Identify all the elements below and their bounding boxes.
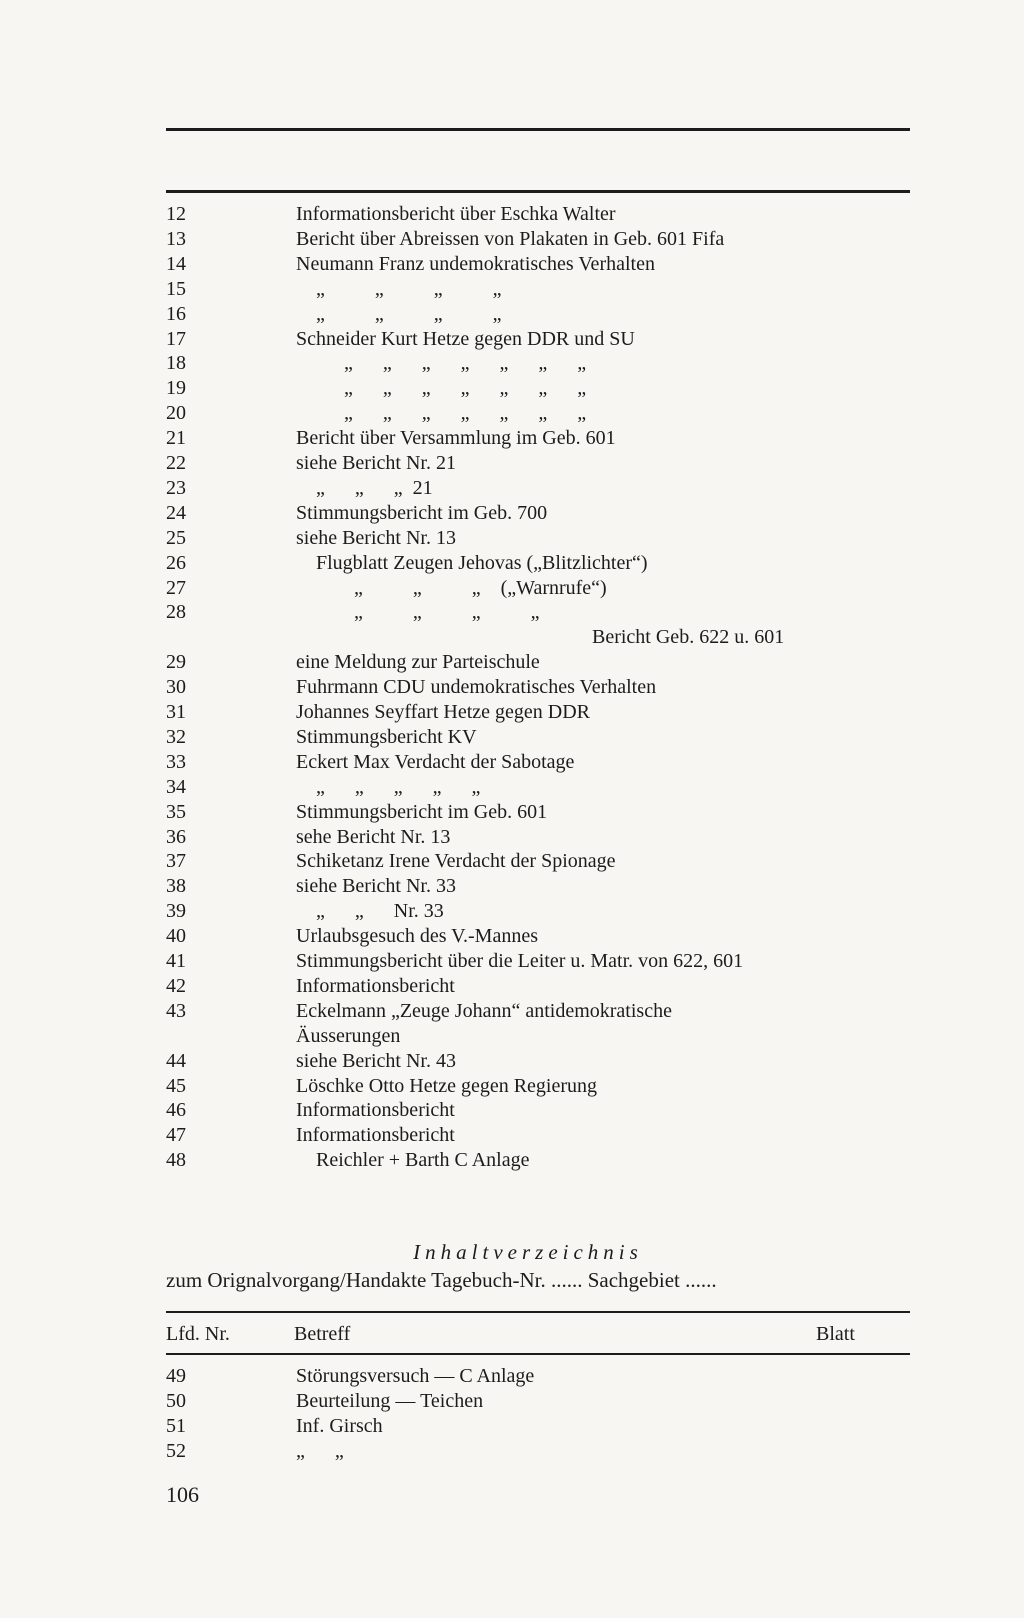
entry-subject: Stimmungsbericht über die Leiter u. Matr. von 622, 601 [296, 950, 744, 972]
entry-number: 20 [166, 402, 186, 425]
entry-subject: Bericht über Versammlung im Geb. 601 [296, 427, 616, 450]
list-item [0, 1147, 1024, 1173]
entry-subject: Schiketanz Irene Verdacht der Spionage [296, 850, 616, 873]
list-item [0, 948, 1024, 974]
entry-number: 45 [166, 1074, 186, 1097]
entry-number: 42 [166, 974, 186, 997]
list-item [0, 500, 1024, 526]
entry-number: 19 [166, 377, 186, 400]
list-item [0, 350, 1024, 376]
entry-subject: Fuhrmann CDU undemokratisches Verhalten [296, 676, 657, 699]
list-item [0, 848, 1024, 874]
entry-number: 50 [166, 1389, 186, 1412]
list-item [0, 276, 1024, 302]
entry-number: 21 [166, 427, 186, 450]
entry-subject: „ „ „ „ [316, 302, 502, 325]
entry-number: 27 [166, 576, 186, 599]
column-header-nr: Lfd. Nr. [166, 1323, 230, 1345]
entry-subject: Beurteilung — Teichen [296, 1389, 484, 1412]
list-item [0, 1097, 1024, 1123]
entry-number: 23 [166, 476, 186, 499]
list-item [0, 550, 1024, 576]
entry-number: 47 [166, 1124, 186, 1147]
entry-number: 29 [166, 651, 186, 674]
column-header-betreff: Betreff [294, 1323, 351, 1345]
entry-subject: „ „ Nr. 33 [316, 900, 444, 923]
entry-subject: Stimmungsbericht im Geb. 601 [296, 800, 548, 823]
entry-subject: Informationsbericht [296, 1124, 455, 1147]
entry-number: 30 [166, 676, 186, 699]
list-item [0, 450, 1024, 476]
list-item [0, 1048, 1024, 1074]
entry-number: 14 [166, 252, 186, 275]
entry-subject: Äusserungen [296, 1024, 401, 1047]
entry-subject: „ „ „ „ [354, 601, 540, 624]
entry-number: 15 [166, 277, 186, 300]
list-item [0, 226, 1024, 252]
entry-subject: Neumann Franz undemokratisches Verhalten [296, 252, 655, 275]
list-item [0, 774, 1024, 800]
entry-number: 41 [166, 950, 186, 972]
column-header-bottom-rule [166, 1353, 910, 1355]
entry-number: 43 [166, 999, 186, 1022]
list-item [0, 1413, 1024, 1439]
entry-number: 13 [166, 227, 186, 250]
entry-subject: „ „ „ „ „ „ „ [344, 352, 587, 375]
entry-subject: siehe Bericht Nr. 33 [296, 875, 456, 898]
list-item [0, 649, 1024, 675]
list-item [0, 375, 1024, 401]
entry-subject: Stimmungsbericht KV [296, 725, 477, 748]
entry-subject: Bericht Geb. 622 u. 601 [592, 626, 785, 649]
entry-subject: „ „ „ „ „ [316, 775, 481, 798]
entry-subject: Löschke Otto Hetze gegen Regierung [296, 1074, 598, 1097]
list-item [0, 624, 1024, 650]
entry-number: 24 [166, 501, 186, 524]
entry-subject: „ „ [296, 1439, 344, 1462]
entry-number: 38 [166, 875, 186, 898]
entry-subject: „ „ „ „ [316, 277, 502, 300]
entry-number: 12 [166, 203, 186, 225]
column-header-blatt: Blatt [816, 1323, 855, 1345]
entry-subject: „ „ „ „ „ „ „ [344, 377, 587, 400]
entry-number: 36 [166, 825, 186, 848]
entry-number: 39 [166, 900, 186, 923]
list-item [0, 1122, 1024, 1148]
entry-number: 46 [166, 1099, 186, 1122]
list-item [0, 400, 1024, 426]
list-item [0, 873, 1024, 899]
entry-number: 44 [166, 1049, 186, 1072]
column-header-top-rule [166, 1311, 910, 1313]
list-item [0, 998, 1024, 1024]
entry-number: 31 [166, 701, 186, 723]
entry-number: 17 [166, 327, 186, 350]
entry-subject: Schneider Kurt Hetze gegen DDR und SU [296, 327, 635, 350]
list-item [0, 1363, 1024, 1389]
entry-subject: Eckelmann „Zeuge Johann“ antidemokratische [296, 999, 672, 1022]
list-item [0, 674, 1024, 700]
entry-subject: Urlaubsgesuch des V.-Mannes [296, 925, 539, 948]
entry-subject: eine Meldung zur Parteischule [296, 651, 540, 674]
entry-subject: Flugblatt Zeugen Jehovas („Blitzlichter“) [316, 551, 648, 574]
entry-number: 37 [166, 850, 186, 873]
entry-number: 51 [166, 1414, 186, 1437]
list-item [0, 699, 1024, 725]
entry-number: 48 [166, 1149, 186, 1172]
entry-number: 40 [166, 925, 186, 948]
entry-subject: sehe Bericht Nr. 13 [296, 825, 451, 848]
section-heading: Inhaltverzeichnis [413, 1240, 643, 1264]
list-item [0, 475, 1024, 501]
entry-subject: siehe Bericht Nr. 43 [296, 1049, 456, 1072]
list-item [0, 923, 1024, 949]
list-item [0, 824, 1024, 850]
entry-subject: Informationsbericht [296, 1099, 455, 1122]
entry-number: 18 [166, 352, 186, 375]
entry-subject: „ „ „ („Warnrufe“) [354, 576, 607, 599]
entry-subject: siehe Bericht Nr. 13 [296, 526, 456, 549]
entry-number: 33 [166, 750, 186, 773]
entry-number: 35 [166, 800, 186, 823]
entry-subject: Johannes Seyffart Hetze gegen DDR [296, 701, 590, 723]
list-item [0, 525, 1024, 551]
list-item [0, 251, 1024, 277]
entry-subject: Eckert Max Verdacht der Sabotage [296, 750, 575, 773]
list-item [0, 301, 1024, 327]
entry-number: 26 [166, 551, 186, 574]
list-item [0, 799, 1024, 825]
top-rule [166, 128, 910, 131]
list-item [0, 575, 1024, 601]
column-header-row [0, 1321, 1024, 1347]
entry-number: 28 [166, 601, 186, 624]
entry-subject: Reichler + Barth C Anlage [316, 1149, 530, 1172]
entry-subject: „ „ „ 21 [316, 476, 433, 499]
entry-number: 16 [166, 302, 186, 325]
list-item [0, 1073, 1024, 1099]
entry-number: 22 [166, 452, 186, 474]
list-item [0, 1023, 1024, 1049]
entry-number: 32 [166, 725, 186, 748]
list-item [0, 599, 1024, 625]
entry-number: 25 [166, 526, 186, 549]
entry-subject: „ „ „ „ „ „ „ [344, 402, 587, 425]
table-top-rule [166, 190, 910, 193]
list-item [0, 973, 1024, 999]
entry-subject: Stimmungsbericht im Geb. 700 [296, 501, 548, 524]
list-item [0, 201, 1024, 227]
entry-number: 49 [166, 1365, 186, 1387]
entry-subject: Bericht über Abreissen von Plakaten in Geb. 601 Fifa [296, 227, 725, 250]
section-subheading: zum Orignalvorgang/Handakte Tagebuch-Nr. ...... Sachgebiet ...... [166, 1268, 717, 1292]
list-item [0, 749, 1024, 775]
entry-subject: Inf. Girsch [296, 1414, 383, 1437]
list-item [0, 724, 1024, 750]
entry-number: 52 [166, 1439, 186, 1462]
list-item [0, 1388, 1024, 1414]
list-item [0, 898, 1024, 924]
entry-subject: Informationsbericht [296, 974, 455, 997]
entry-subject: Störungsversuch — C Anlage [296, 1365, 535, 1387]
page-number: 106 [166, 1482, 199, 1507]
entry-number: 34 [166, 775, 186, 798]
list-item [0, 326, 1024, 352]
list-item [0, 1438, 1024, 1464]
list-item [0, 425, 1024, 451]
entry-subject: siehe Bericht Nr. 21 [296, 452, 456, 474]
entry-subject: Informationsbericht über Eschka Walter [296, 203, 616, 225]
